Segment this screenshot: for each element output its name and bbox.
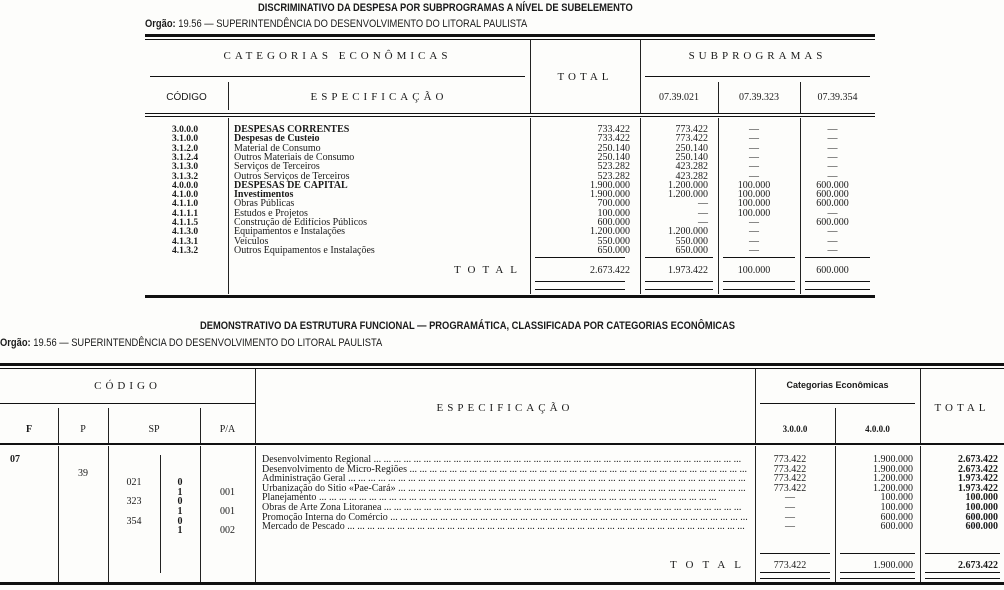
row-total: 250.140: [597, 151, 630, 163]
row-codigo: 3.0.0.0: [171, 125, 199, 135]
rule: [760, 572, 830, 573]
spec-text: Desenvolvimento de Micro-Regiões: [262, 464, 407, 475]
divider: [200, 408, 201, 443]
row-total: 600.000: [965, 511, 998, 523]
row-sub-323: —: [749, 161, 759, 173]
row-4000: 1.900.000: [873, 463, 913, 475]
row-sp-digit: [160, 459, 200, 469]
row-codigo: 4.1.3.1: [171, 236, 199, 247]
row-codigo: 4.1.1.0: [171, 199, 199, 210]
spec-text: Veículos: [234, 236, 269, 247]
table1-orgao: [145, 18, 527, 30]
rule: [840, 572, 915, 573]
row-sub-354: —: [827, 142, 838, 154]
rule: [805, 289, 870, 290]
rule: [0, 582, 1004, 585]
row-especificacao: Desenvolvimento de Micro-Regiões ... ... ... ... ... ... ... ... ... ... ... ... ... ... ... ... ... ... ... ... ... ... ... ... ... ... ... ... ... ... ... ... ... ...: [262, 464, 747, 475]
row-total: 100.000: [965, 492, 998, 504]
row-codigo: 4.1.1.1: [171, 208, 199, 219]
row-3000: —: [785, 511, 795, 523]
rule: [145, 116, 875, 117]
rule: [723, 289, 795, 290]
row-sub-021: 1.200.000: [668, 226, 708, 238]
row-especificacao: [234, 246, 524, 256]
total-sub-323: 100.000: [737, 265, 771, 276]
header-sub-021: 07.39.021: [659, 92, 699, 103]
row-f: [10, 522, 40, 532]
row-sub-021: 773.422: [675, 133, 708, 145]
row-3000: —: [785, 521, 795, 533]
row-sub-323: —: [749, 170, 759, 182]
row-sp: 354: [126, 515, 142, 527]
rule: [840, 553, 915, 554]
orgao-value: 19.56 — SUPERINTENDÊNCIA DO DESENVOLVIMENTO DO LITORAL PAULISTA: [33, 337, 383, 349]
divider: [755, 369, 756, 443]
row-sub-021: 1.200.000: [668, 189, 708, 201]
row-especificacao: Mercado de Pescado ... ... ... ... ... ... ... ... ... ... ... ... ... ... ... ... ... ... ... ... ... ... ... ... ... ... ... ... ... ... ... ... ... ... ... ... ... ... ... ...: [262, 522, 745, 533]
row-sub-323: 100.000: [737, 198, 771, 210]
spec-text: Planejamento: [262, 493, 317, 504]
spec-text: Outros Serviços de Terceiros: [234, 171, 350, 182]
rule: [925, 572, 1000, 573]
row-total: 100.000: [597, 207, 630, 219]
spec-text: Construção de Edifícios Públicos: [234, 218, 368, 228]
row-sub-323: —: [749, 235, 759, 247]
row-sub-354: —: [827, 170, 838, 182]
row-3000: —: [785, 492, 795, 504]
row-codigo: 4.1.3.2: [171, 245, 199, 256]
total-3000: 773.422: [773, 560, 807, 571]
row-sub-021: 423.282: [675, 161, 708, 173]
header-sp: SP: [148, 424, 160, 435]
header-pa: P/A: [219, 424, 236, 435]
divider: [58, 408, 59, 443]
divider: [920, 369, 921, 443]
divider: [228, 118, 229, 294]
rule: [805, 281, 870, 282]
divider: [255, 446, 256, 582]
row-f: [10, 513, 40, 523]
spec-text: Mercado de Pescado: [262, 522, 345, 533]
row-sub-323: —: [749, 133, 759, 145]
rule: [145, 34, 875, 37]
row-pa: 001: [220, 486, 235, 498]
spec-text: Obras de Arte Zona Litoranea: [262, 503, 382, 513]
rule: [0, 403, 255, 404]
rule: [145, 295, 875, 298]
row-sub-323: —: [749, 217, 759, 228]
total-value: 2.673.422: [590, 265, 630, 276]
header-categorias: CATEGORIAS ECONÔMICAS: [223, 50, 452, 62]
spec-text: Serviços de Terceiros: [234, 162, 320, 173]
row-total: 1.973.422: [958, 473, 998, 485]
row-especificacao: Administração Geral ... ... ... ... ... ... ... ... ... ... ... ... ... ... ... ... ... ... ... ... ... ... ... ... ... ... ... ... ... ... ... ... ... ... ... ... ... ... ... ...: [262, 474, 746, 485]
row-sub-354: —: [827, 161, 838, 173]
row-p: [58, 478, 108, 488]
spec-text: Promoção Interna do Comércio: [262, 512, 388, 523]
header-especificacao: ESPECIFICAÇÃO: [310, 91, 448, 103]
header-categorias: Categorias Econômicas: [786, 380, 889, 390]
rule: [0, 363, 1004, 366]
spec-text: DESPESAS CORRENTES: [234, 125, 350, 135]
row-sub-021: 1.200.000: [668, 179, 708, 191]
row-total: 733.422: [597, 124, 630, 135]
rule: [0, 443, 1004, 445]
row-codigo: 3.1.3.0: [171, 162, 199, 173]
row-3000: 773.422: [773, 473, 807, 485]
header-3000: 3.0.0.0: [782, 424, 808, 434]
header-especificacao: ESPECIFICAÇÃO: [436, 402, 574, 414]
row-total: 650.000: [597, 244, 630, 256]
table2-title: DEMONSTRATIVO DA ESTRUTURA FUNCIONAL — PROGRAMÁTICA, CLASSIFICADA POR CATEGORIAS ECONÔMICAS: [200, 320, 736, 332]
row-sub-021: 423.282: [675, 170, 708, 182]
row-total: 700.000: [597, 198, 630, 210]
row-3000: 773.422: [773, 482, 807, 494]
row-codigo: 3.1.3.2: [171, 171, 199, 182]
header-f: F: [25, 424, 33, 435]
row-total: 733.422: [597, 133, 630, 145]
spec-text: DESPESAS DE CAPITAL: [234, 180, 348, 191]
divider: [108, 408, 109, 443]
total-value: 2.673.422: [958, 560, 998, 571]
row-sp: 323: [126, 496, 142, 508]
row-p: [58, 526, 108, 536]
row-sp: [108, 526, 160, 536]
header-codigo: CÓDIGO: [166, 92, 207, 103]
header-total: TOTAL: [934, 402, 990, 414]
row-p: [58, 488, 108, 498]
rule: [535, 289, 625, 290]
row-total: 550.000: [597, 235, 630, 247]
divider: [835, 408, 836, 443]
orgao-label: Orgão:: [145, 18, 176, 30]
row-codigo: 4.1.3.0: [171, 227, 199, 238]
spec-text: Administração Geral: [262, 474, 346, 485]
rule: [145, 39, 875, 40]
divider: [530, 40, 531, 113]
rule: [760, 403, 915, 404]
total-sub-354: 600.000: [816, 265, 849, 276]
rule: [145, 113, 875, 114]
total-label: TOTAL: [670, 559, 750, 571]
row-p: [58, 517, 108, 527]
row-sub-323: 100.000: [737, 189, 771, 201]
row-sp: 021: [126, 477, 142, 489]
row-codigo: 4.0.0.0: [171, 180, 199, 191]
row-total: 523.282: [597, 161, 630, 173]
header-subprogramas: SUBPROGRAMAS: [688, 50, 827, 62]
row-sub-021: 250.140: [675, 151, 708, 163]
row-codigo: 4.1.1.5: [171, 218, 199, 228]
row-sp-digit: 0: [177, 496, 183, 508]
divider: [718, 82, 719, 113]
total-4000: 1.900.000: [873, 560, 913, 571]
header-total: TOTAL: [557, 71, 613, 83]
row-3000: 773.422: [773, 454, 807, 465]
row-sub-354: 600.000: [816, 179, 849, 191]
row-sub-323: 100.000: [737, 207, 771, 219]
row-sub-323: —: [749, 151, 759, 163]
row-3000: 773.422: [773, 463, 807, 475]
row-sp-digit: 1: [177, 506, 183, 517]
row-total: 250.140: [597, 142, 630, 154]
spec-text: Investimentos: [234, 190, 294, 201]
orgao-value: 19.56 — SUPERINTENDÊNCIA DO DESENVOLVIMENTO DO LITORAL PAULISTA: [178, 18, 528, 30]
row-total: 100.000: [965, 502, 998, 513]
row-f: [10, 503, 40, 513]
rule: [760, 578, 830, 579]
spec-text: Desenvolvimento Regional: [262, 455, 372, 465]
row-p: 39: [78, 467, 88, 479]
row-especificacao: Planejamento ... ... ... ... ... ... ... ... ... ... ... ... ... ... ... ... ... ... ... ... ... ... ... ... ... ... ... ... ... ... ... ... ... ... ... ... ... ... ... ...: [262, 493, 717, 504]
row-codigo: 3.1.2.0: [171, 143, 199, 154]
table1-title: DISCRIMINATIVO DA DESPESA POR SUBPROGRAMAS A NÍVEL DE SUBELEMENTO: [258, 2, 633, 14]
header-sub-354: 07.39.354: [817, 92, 858, 103]
row-3000: —: [785, 502, 795, 513]
row-especificacao: Obras de Arte Zona Litoranea ... ... ... ... ... ... ... ... ... ... ... ... ... ... ... ... ... ... ... ... ... ... ... ... ... ... ... ... ... ... ... ... ... ... ... ...: [262, 503, 742, 513]
row-sp-digit: 0: [177, 515, 183, 527]
row-sub-354: —: [827, 207, 838, 219]
row-pa: 001: [220, 506, 235, 517]
row-sp-digit: 1: [177, 525, 183, 537]
rule: [0, 368, 1004, 369]
rule: [535, 257, 625, 258]
row-4000: 100.000: [880, 502, 913, 513]
row-sub-354: —: [827, 133, 838, 145]
rule: [645, 257, 713, 258]
rule: [925, 553, 1000, 554]
row-sub-354: —: [827, 244, 838, 256]
row-sp: [108, 459, 160, 469]
header-codigo: CÓDIGO: [94, 380, 161, 392]
row-especificacao: Desenvolvimento Regional ... ... ... ... ... ... ... ... ... ... ... ... ... ... ... ... ... ... ... ... ... ... ... ... ... ... ... ... ... ... ... ... ... ... ... ... ...: [262, 455, 742, 465]
row-f: 07: [10, 454, 20, 465]
rule: [723, 281, 795, 282]
row-f: [10, 474, 40, 484]
table2-orgao: [0, 337, 382, 349]
row-4000: 1.200.000: [873, 482, 913, 494]
row-sub-021: 250.140: [675, 142, 708, 154]
row-sub-323: —: [749, 142, 759, 154]
row-total: 600.000: [965, 521, 998, 533]
header-sub-323: 07.39.323: [739, 92, 779, 103]
row-sub-021: —: [698, 198, 708, 210]
orgao-label: Orgão:: [0, 337, 31, 349]
row-total: 2.673.422: [958, 463, 998, 475]
row-sub-354: 600.000: [816, 189, 849, 201]
row-total: 1.200.000: [590, 226, 630, 238]
total-label: TOTAL: [454, 264, 524, 276]
row-4000: 600.000: [880, 521, 913, 533]
rule: [535, 281, 625, 282]
row-p: [58, 507, 108, 517]
row-sub-021: 650.000: [675, 244, 708, 256]
rule: [925, 578, 1000, 579]
divider: [228, 82, 229, 110]
row-sub-354: 600.000: [816, 198, 849, 210]
row-sub-323: —: [749, 226, 759, 238]
row-codigo: 3.1.0.0: [171, 134, 199, 145]
row-pa: [200, 459, 255, 469]
row-sub-021: 773.422: [675, 124, 708, 135]
rule: [645, 76, 870, 77]
row-f: [10, 493, 40, 503]
row-especificacao: Promoção Interna do Comércio ... ... ... ... ... ... ... ... ... ... ... ... ... ... ... ... ... ... ... ... ... ... ... ... ... ... ... ... ... ... ... ... ... ... ... ...: [262, 512, 748, 523]
row-sub-323: 100.000: [737, 179, 771, 191]
row-f: [10, 465, 40, 475]
row-codigo: 3.1.2.4: [171, 152, 199, 163]
rule: [723, 257, 795, 258]
spec-text: Estudos e Projetos: [234, 208, 308, 219]
spec-text: Urbanização do Sitio «Pae-Cará»: [262, 483, 396, 494]
row-f: [10, 484, 40, 494]
row-4000: 1.200.000: [873, 473, 913, 485]
rule: [805, 257, 870, 258]
row-sub-354: —: [827, 235, 838, 247]
row-sub-021: 550.000: [675, 235, 708, 247]
row-sub-323: —: [749, 124, 759, 135]
header-p: P: [80, 424, 86, 435]
row-especificacao: Urbanização do Sitio «Pae-Cará» ... ... ... ... ... ... ... ... ... ... ... ... ... ... ... ... ... ... ... ... ... ... ... ... ... ... ... ... ... ... ... ... ... ... ...: [262, 483, 746, 494]
row-total: 2.673.422: [958, 454, 998, 465]
row-sub-354: 600.000: [816, 217, 849, 228]
rule: [840, 578, 915, 579]
row-sub-354: —: [827, 226, 838, 238]
rule: [645, 289, 713, 290]
spec-text: Outros Materiais de Consumo: [234, 152, 355, 163]
spec-text: Material de Consumo: [234, 143, 321, 154]
divider: [640, 40, 641, 113]
row-sub-021: —: [698, 217, 708, 228]
row-4000: 600.000: [880, 511, 913, 523]
row-total: 600.000: [597, 217, 630, 228]
spec-text: Obras Públicas: [234, 199, 295, 210]
total-sub-021: 1.973.422: [668, 265, 708, 276]
row-4000: 100.000: [880, 492, 913, 504]
row-total: 523.282: [597, 170, 630, 182]
row-sub-354: —: [827, 124, 838, 135]
row-pa: [200, 469, 255, 479]
rule: [645, 281, 713, 282]
row-codigo: 4.1.0.0: [171, 190, 199, 201]
spec-text: Equipamentos e Instalações: [234, 227, 346, 238]
row-total: 1.900.000: [590, 189, 630, 201]
spec-text: Despesas de Custeio: [234, 134, 320, 145]
row-total: 1.900.000: [590, 179, 630, 191]
row-sub-021: —: [698, 207, 708, 219]
divider: [800, 82, 801, 113]
row-p: [58, 497, 108, 507]
row-4000: 1.900.000: [873, 454, 913, 465]
header-4000: 4.0.0.0: [865, 424, 890, 434]
divider: [255, 369, 256, 443]
row-total: 1.973.422: [958, 482, 998, 494]
row-sub-323: —: [749, 244, 759, 256]
row-sp-digit: 0: [177, 477, 183, 489]
row-pa: 002: [220, 525, 235, 537]
spec-text: Outros Equipamentos e Instalações: [234, 245, 375, 256]
row-sp-digit: 1: [177, 486, 183, 498]
rule: [760, 553, 830, 554]
row-sub-354: —: [827, 151, 838, 163]
rule: [150, 76, 525, 77]
